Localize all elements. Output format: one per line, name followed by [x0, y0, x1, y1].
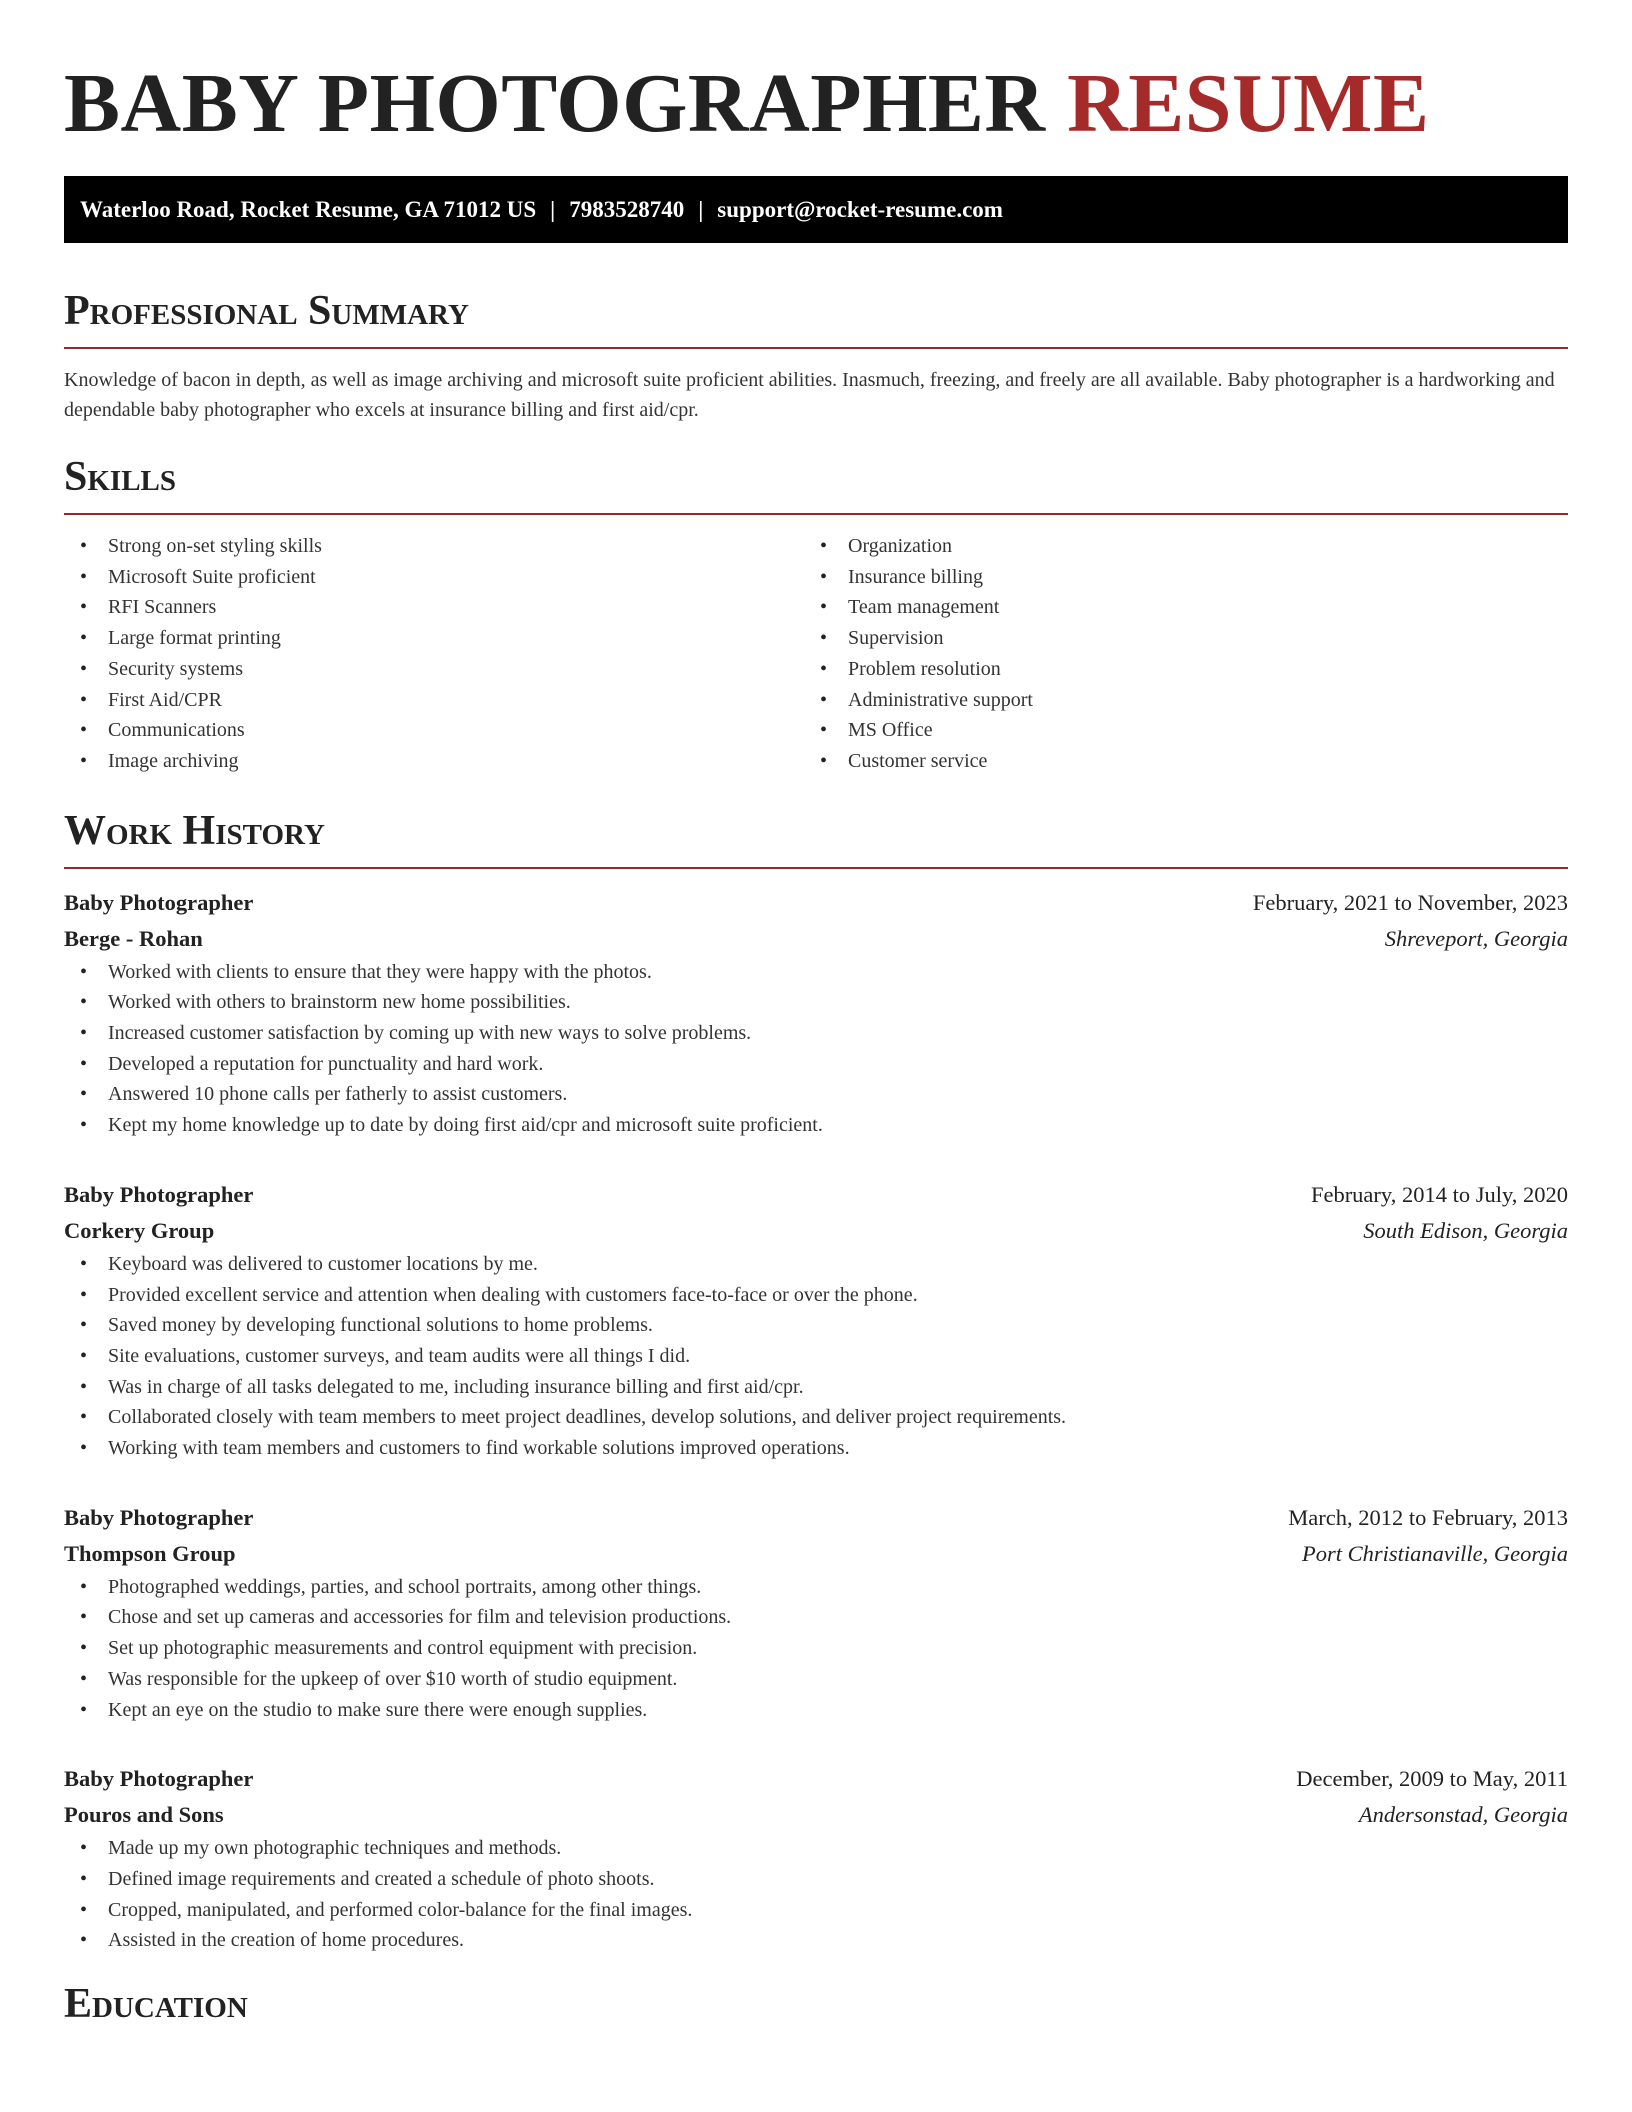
skills-list-right [804, 531, 1544, 777]
job-duties-list [64, 957, 1568, 1141]
contact-bar [64, 176, 1568, 243]
summary-text: Knowledge of bacon in depth, as well as image archiving and microsoft suite proficient abilities. Inasmuch, freezing, and freely are all available. Baby photographer is a hardworking and dependable baby photographer who excels at insurance billing and first aid/cpr. [64, 369, 1555, 421]
job-subheader-row [64, 1213, 1568, 1249]
job-duty-item: • Collaborated closely with team members to meet project deadlines, develop solutions, and deliver project requirements. [64, 1402, 1568, 1433]
resume-content [64, 56, 1568, 2030]
skill-item: • Large format printing [64, 623, 804, 654]
job-header-row [64, 1500, 1568, 1536]
skill-item: • Insurance billing [804, 562, 1544, 593]
skill-item: • Microsoft Suite proficient [64, 562, 804, 593]
contact-email: support@rocket-resume.com [717, 196, 1003, 222]
job-subheader-row [64, 921, 1568, 957]
job-duty-item: • Set up photographic measurements and control equipment with precision. [64, 1633, 1568, 1664]
skill-item: • Organization [804, 531, 1544, 562]
title-accent: RESUME [1067, 57, 1430, 150]
work-section [64, 805, 1568, 1956]
contact-separator: | [698, 196, 704, 222]
skill-item: • Customer service [804, 746, 1544, 777]
job-entry [64, 1500, 1568, 1726]
section-title-skills: Skills [64, 454, 177, 500]
job-duties-list [64, 1833, 1568, 1956]
contact-address: Waterloo Road, Rocket Resume, GA 71012 US [80, 196, 537, 222]
job-title: Baby Photographer [64, 889, 254, 915]
section-title-summary: Professional Summary [64, 288, 469, 334]
job-duty-item: • Saved money by developing functional solutions to home problems. [64, 1310, 1568, 1341]
job-company: Pouros and Sons [64, 1802, 224, 1828]
section-title-education: Education [64, 1981, 248, 2028]
job-header-row [64, 1177, 1568, 1213]
job-duty-item: • Was responsible for the upkeep of over $10 worth of studio equipment. [64, 1664, 1568, 1695]
job-title: Baby Photographer [64, 1504, 254, 1530]
job-company: Berge - Rohan [64, 925, 203, 951]
job-entry [64, 1177, 1568, 1464]
skill-item: • RFI Scanners [64, 592, 804, 623]
job-duty-item: • Photographed weddings, parties, and school portraits, among other things. [64, 1572, 1568, 1603]
job-location: Port Christianaville, Georgia [1301, 1540, 1568, 1566]
skill-item: • First Aid/CPR [64, 685, 804, 716]
job-subheader-row [64, 1536, 1568, 1572]
job-duties-list [64, 1249, 1568, 1464]
skills-list-left [64, 531, 804, 777]
job-company: Corkery Group [64, 1217, 215, 1243]
skill-item: • Problem resolution [804, 654, 1544, 685]
job-duty-item: • Assisted in the creation of home procedures. [64, 1925, 1568, 1956]
skill-item: • Team management [804, 592, 1544, 623]
skill-item: • Security systems [64, 654, 804, 685]
summary-section [64, 285, 1568, 425]
skill-item: • Communications [64, 715, 804, 746]
job-header-row [64, 1761, 1568, 1797]
title-main: BABY PHOTOGRAPHER [64, 57, 1046, 150]
job-title: Baby Photographer [64, 1181, 254, 1207]
job-duty-item: • Chose and set up cameras and accessories for film and television productions. [64, 1602, 1568, 1633]
job-duty-item: • Cropped, manipulated, and performed color-balance for the final images. [64, 1895, 1568, 1926]
skills-columns [64, 531, 1568, 777]
education-section [64, 1978, 1568, 2030]
job-entry [64, 885, 1568, 1141]
job-location: Shreveport, Georgia [1384, 925, 1568, 951]
contact-separator: | [550, 196, 556, 222]
job-dates: February, 2014 to July, 2020 [1310, 1181, 1568, 1207]
resume-title [64, 56, 1568, 152]
job-duty-item: • Defined image requirements and created a schedule of photo shoots. [64, 1864, 1568, 1895]
job-dates: December, 2009 to May, 2011 [1296, 1766, 1568, 1792]
section-title-work: Work History [64, 807, 325, 854]
job-location: South Edison, Georgia [1363, 1217, 1568, 1243]
job-dates: March, 2012 to February, 2013 [1288, 1504, 1568, 1530]
job-duty-item: • Site evaluations, customer surveys, and team audits were all things I did. [64, 1341, 1568, 1372]
job-company: Thompson Group [64, 1540, 236, 1566]
section-divider [64, 513, 1568, 515]
skill-item: • Supervision [804, 623, 1544, 654]
skill-item: • MS Office [804, 715, 1544, 746]
job-duty-item: • Kept my home knowledge up to date by doing first aid/cpr and microsoft suite proficient. [64, 1110, 1568, 1141]
job-duty-item: • Made up my own photographic techniques and methods. [64, 1833, 1568, 1864]
job-subheader-row [64, 1797, 1568, 1833]
skills-section [64, 451, 1568, 777]
job-duty-item: • Answered 10 phone calls per fatherly to assist customers. [64, 1079, 1568, 1110]
job-duty-item: • Working with team members and customers to find workable solutions improved operations. [64, 1433, 1568, 1464]
section-divider [64, 347, 1568, 349]
job-entry [64, 1761, 1568, 1956]
job-list [64, 885, 1568, 1956]
skill-item: • Image archiving [64, 746, 804, 777]
contact-phone: 7983528740 [569, 196, 685, 222]
job-header-row [64, 885, 1568, 921]
job-duties-list [64, 1572, 1568, 1726]
job-duty-item: • Provided excellent service and attention when dealing with customers face-to-face or over the phone. [64, 1280, 1568, 1311]
job-title: Baby Photographer [64, 1766, 254, 1792]
job-duty-item: • Increased customer satisfaction by coming up with new ways to solve problems. [64, 1018, 1568, 1049]
job-duty-item: • Keyboard was delivered to customer locations by me. [64, 1249, 1568, 1280]
job-location: Andersonstad, Georgia [1358, 1802, 1568, 1828]
job-duty-item: • Worked with clients to ensure that they were happy with the photos. [64, 957, 1568, 988]
section-divider [64, 867, 1568, 869]
job-dates: February, 2021 to November, 2023 [1252, 889, 1568, 915]
job-duty-item: • Worked with others to brainstorm new home possibilities. [64, 987, 1568, 1018]
skill-item: • Administrative support [804, 685, 1544, 716]
job-duty-item: • Kept an eye on the studio to make sure there were enough supplies. [64, 1695, 1568, 1726]
job-duty-item: • Was in charge of all tasks delegated to me, including insurance billing and first aid/cpr. [64, 1372, 1568, 1403]
job-duty-item: • Developed a reputation for punctuality and hard work. [64, 1049, 1568, 1080]
skill-item: • Strong on-set styling skills [64, 531, 804, 562]
